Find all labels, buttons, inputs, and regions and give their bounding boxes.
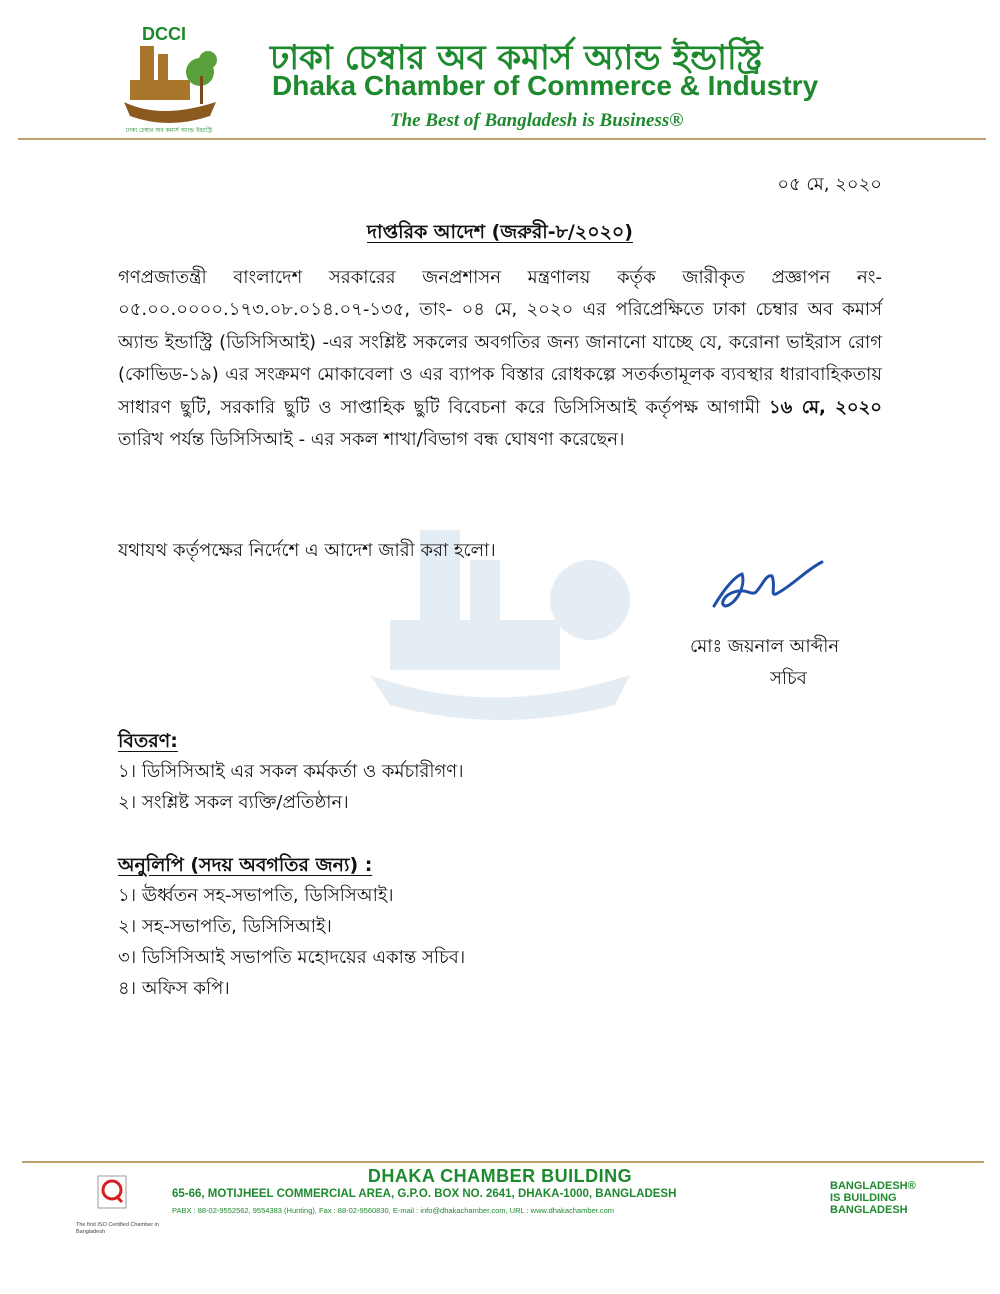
- copies-list: [118, 880, 465, 1004]
- list-item: ৪। অফিস কপি।: [118, 978, 230, 999]
- copies-heading: অনুলিপি (সদয় অবগতির জন্য) :: [118, 854, 373, 876]
- paragraph-text-1: গণপ্রজাতন্ত্রী বাংলাদেশ সরকারের জনপ্রশাসন মন্ত্রণালয় কর্তৃক জারীকৃত প্রজ্ঞাপন নং- ০৫.০০.০০০০.১৭৩.০৮.০১৪.০৭-১৩৫, তাং- ০৪ মে, ২০২০ এর পরিপ্রেক্ষিতে ঢাকা চেম্বার অব কমার্স অ্যান্ড ইন্ডাস্ট্রি (ডিসিসিআই) -এর সংশ্লিষ্ট সকলের অবগতির জন্য জানানো যাচ্ছে যে, করোনা ভাইরাস রোগ (কোভিড-১৯) এর সংক্রমণ মোকাবেলা ও এর ব্যাপক বিস্তার রোধকল্পে সতর্কতামূলক ব্যবস্থার ধারাবাহিকতায় সাধারণ ছুটি, সরকারি ছুটি ও সাপ্তাহিক ছুটি বিবেচনা করে ডিসিসিআই কর্তৃপক্ষ আগামী: [118, 267, 882, 418]
- watermark-logo-icon: [360, 500, 660, 730]
- header-divider: [18, 138, 986, 140]
- closing-line: যথাযথ কর্তৃপক্ষের নির্দেশে এ আদেশ জারী করা হলো।: [118, 540, 496, 561]
- distribution-heading: বিতরণ:: [118, 730, 178, 752]
- footer-slogan: [830, 1180, 916, 1216]
- paragraph-bold-date: ১৬ মে, ২০২০: [768, 396, 882, 418]
- tagline: The Best of Bangladesh is Business®: [390, 110, 684, 131]
- org-name-bangla: ঢাকা চেম্বার অব কমার্স অ্যান্ড ইন্ডাস্ট্রি: [270, 38, 763, 78]
- list-item: ২। সংশ্লিষ্ট সকল ব্যক্তি/প্রতিষ্ঠান।: [118, 792, 349, 813]
- dcci-logo: [120, 20, 230, 138]
- distribution-list: [118, 756, 464, 818]
- list-item: ১। ডিসিসিআই এর সকল কর্মকর্তা ও কর্মচারীগণ।: [118, 761, 464, 782]
- signer-name: মোঃ জয়নাল আব্দীন: [690, 636, 840, 657]
- slogan-line: BANGLADESH®: [830, 1180, 916, 1192]
- signature-icon: [706, 556, 826, 616]
- footer-building-name: DHAKA CHAMBER BUILDING: [367, 1166, 633, 1186]
- footer-divider: [22, 1161, 984, 1163]
- footer-address: 65-66, MOTIJHEEL COMMERCIAL AREA, G.P.O. BOX NO. 2641, DHAKA-1000, BANGLADESH: [172, 1188, 677, 1200]
- slogan-line: IS BUILDING: [830, 1192, 897, 1204]
- footer-contact: PABX : 88-02-9552562, 9554383 (Hunting), Fax : 88-02-9560830, E-mail : info@dhakachamber.com, URL : www.dhakachamber.com: [172, 1206, 615, 1215]
- org-name-english: Dhaka Chamber of Commerce & Industry: [272, 70, 819, 101]
- slogan-line: BANGLADESH: [830, 1204, 908, 1216]
- list-item: ২। সহ-সভাপতি, ডিসিসিআই।: [118, 916, 332, 937]
- list-item: ৩। ডিসিসিআই সভাপতি মহোদয়ের একান্ত সচিব।: [118, 947, 466, 968]
- order-title-text: দাপ্তরিক আদেশ (জরুরী-৮/২০২০): [367, 221, 633, 243]
- order-title: [0, 218, 1000, 250]
- main-paragraph: [118, 262, 882, 456]
- iso-caption: The first ISO Certified Chamber in Bangladesh: [76, 1222, 159, 1235]
- paragraph-text-2: তারিখ পর্যন্ত ডিসিসিআই - এর সকল শাখা/বিভাগ বন্ধ ঘোষণা করেছেন।: [118, 429, 625, 451]
- logo-text: DCCI: [142, 24, 186, 44]
- list-item: ১। ঊর্ধ্বতন সহ-সভাপতি, ডিসিসিআই।: [118, 885, 394, 906]
- signer-title: সচিব: [770, 668, 807, 689]
- letter-date: ০৫ মে, ২০২০: [777, 174, 882, 195]
- logo-caption: ঢাকা চেম্বার অব কমার্স অ্যান্ড ইন্ডাস্ট্রি: [126, 127, 213, 134]
